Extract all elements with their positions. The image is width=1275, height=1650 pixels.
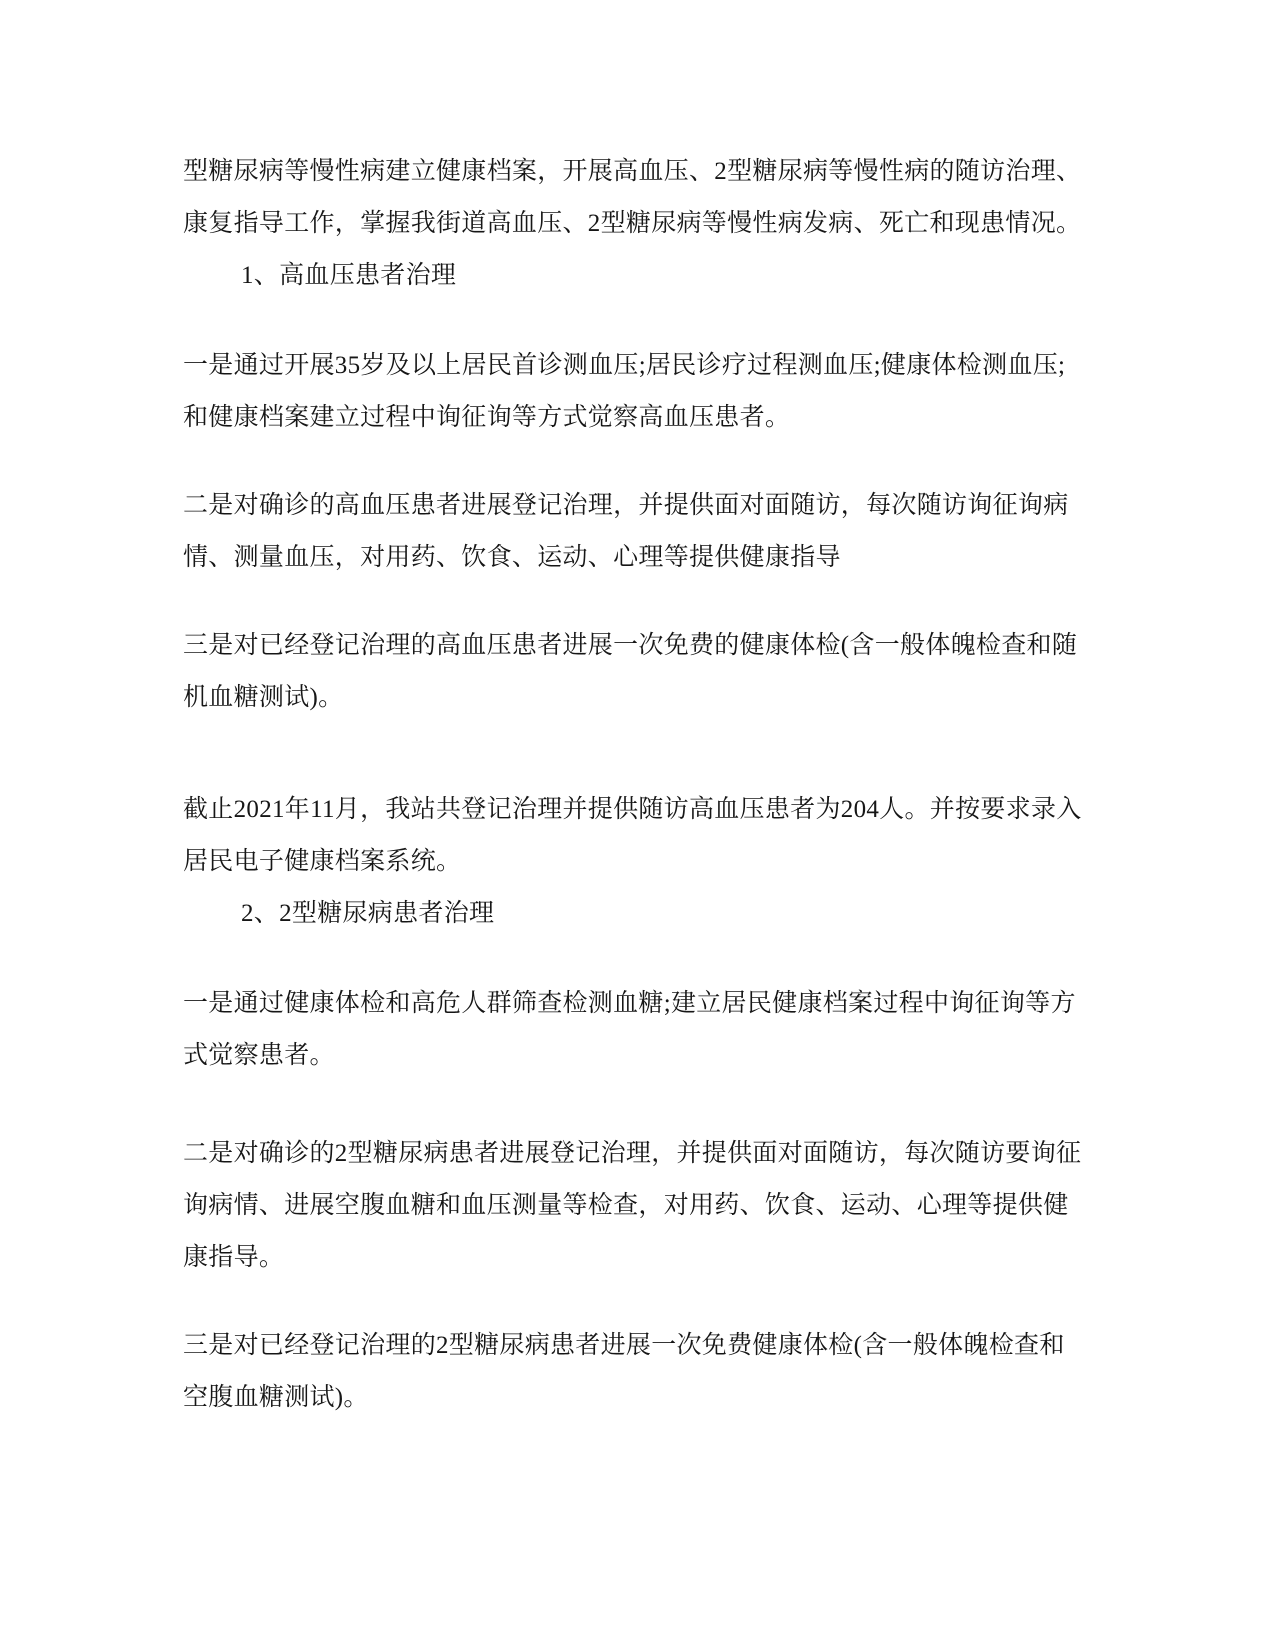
paragraph: [183, 620, 1085, 724]
paragraph: [183, 1320, 1085, 1424]
text-line: 二是对确诊的高血压患者进展登记治理，并提供面对面随访，每次随访询征询病: [183, 492, 1069, 519]
text-line: 型糖尿病等慢性病建立健康档案，开展高血压、2型糖尿病等慢性病的随访治理、: [183, 158, 1082, 185]
text-line: 和健康档案建立过程中询征询等方式觉察高血压患者。: [183, 404, 791, 431]
paragraph: [183, 340, 1085, 444]
text-line: 一是通过开展35岁及以上居民首诊测血压;居民诊疗过程测血压;健康体检测血压;: [183, 352, 1066, 379]
paragraph: [183, 1128, 1085, 1284]
paragraph: [183, 978, 1085, 1082]
text-line: 三是对已经登记治理的高血压患者进展一次免费的健康体检(含一般体魄检查和随: [183, 632, 1078, 659]
text-line: 二是对确诊的2型糖尿病患者进展登记治理，并提供面对面随访，每次随访要询征: [183, 1140, 1082, 1167]
paragraph: [183, 784, 1085, 888]
text-line: 机血糖测试)。: [183, 684, 344, 711]
text-line: 截止2021年11月，我站共登记治理并提供随访高血压患者为204人。并按要求录入: [183, 796, 1082, 823]
text-line: 居民电子健康档案系统。: [183, 848, 462, 875]
text-line: 情、测量血压，对用药、饮食、运动、心理等提供健康指导: [183, 544, 841, 571]
section-heading: [183, 250, 1085, 302]
text-line: 三是对已经登记治理的2型糖尿病患者进展一次免费健康体检(含一般体魄检查和: [183, 1332, 1065, 1359]
text-line: 康指导。: [183, 1244, 285, 1271]
text-line: 式觉察患者。: [183, 1042, 335, 1069]
text-line: 一是通过健康体检和高危人群筛查检测血糖;建立居民健康档案过程中询征询等方: [183, 990, 1076, 1017]
text-line: 询病情、进展空腹血糖和血压测量等检查，对用药、饮食、运动、心理等提供健: [183, 1192, 1069, 1219]
heading-line: 2、2型糖尿病患者治理: [241, 900, 495, 927]
section-heading: [183, 888, 1085, 940]
paragraph: [183, 480, 1085, 584]
text-line: 康复指导工作，掌握我街道高血压、2型糖尿病等慢性病发病、死亡和现患情况。: [183, 210, 1082, 237]
text-line: 空腹血糖测试)。: [183, 1384, 369, 1411]
paragraph: [183, 146, 1085, 250]
heading-line: 1、高血压患者治理: [241, 262, 457, 289]
